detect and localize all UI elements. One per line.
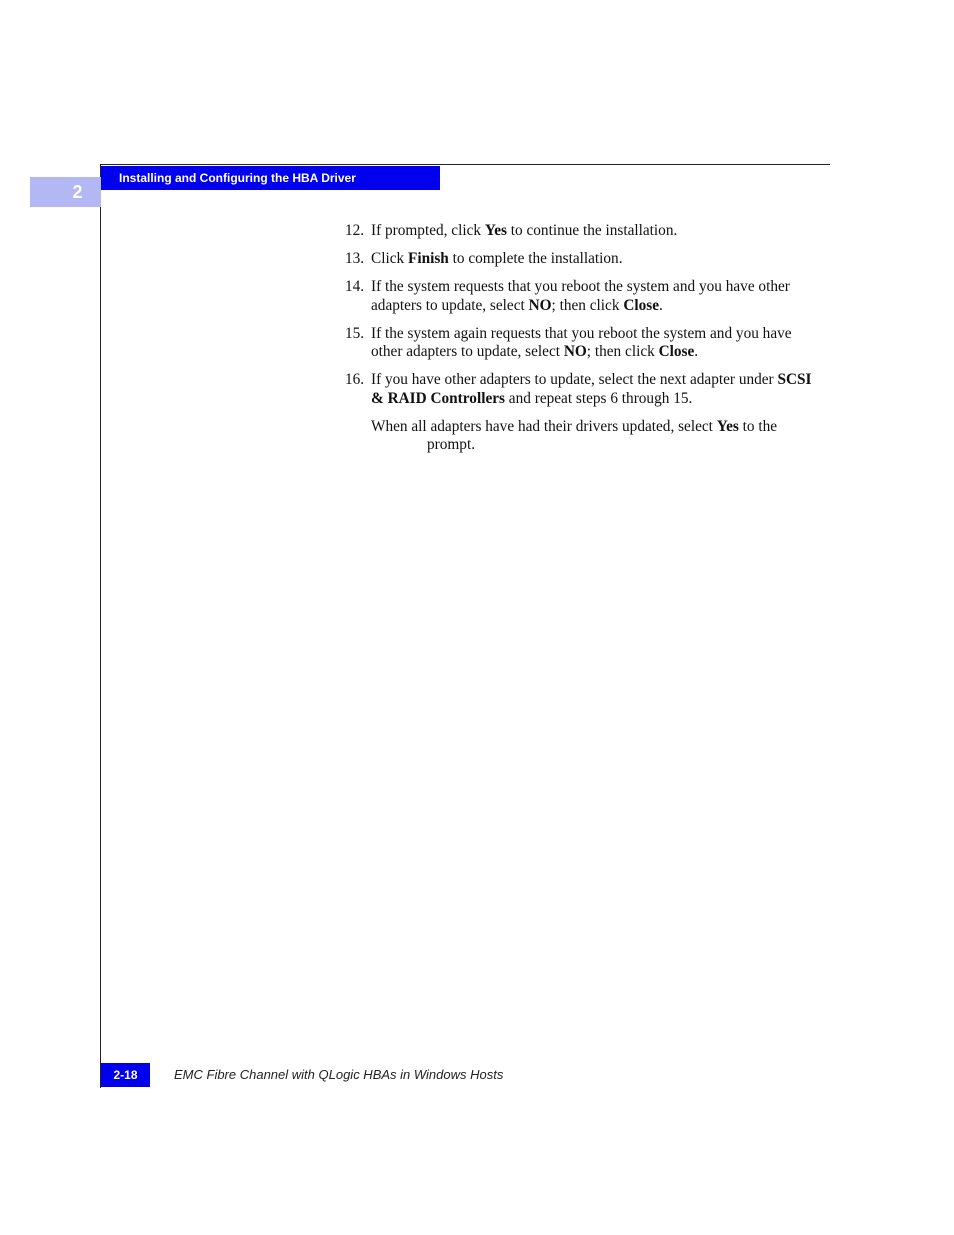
step-14: 14. If the system requests that you reboot the system and you have other adapters to update, select NO; then click Close. (345, 278, 790, 314)
page-content (345, 222, 820, 455)
running-header (101, 166, 440, 190)
footer-title: EMC Fibre Channel with QLogic HBAs in Windows Hosts (174, 1067, 504, 1082)
step-12: 12. If prompted, click Yes to continue the installation. (345, 222, 678, 239)
running-header-title: Installing and Configuring the HBA Driver (119, 171, 356, 185)
completion-note: When all adapters have had their drivers updated, select Yes to theprompt. (371, 417, 778, 453)
header-rule (101, 164, 830, 165)
step-16: 16. If you have other adapters to update, select the next adapter under SCSI & RAID Controllers and repeat steps 6 through 15. (345, 371, 812, 407)
margin-rule (100, 164, 101, 1088)
step-15: 15. If the system again requests that you reboot the system and you have other adapters to update, select NO; then click Close. (345, 324, 792, 360)
step-13: 13. Click Finish to complete the installation. (345, 250, 623, 267)
page-number: 2-18 (101, 1063, 150, 1087)
chapter-tab: 2 (30, 177, 101, 207)
